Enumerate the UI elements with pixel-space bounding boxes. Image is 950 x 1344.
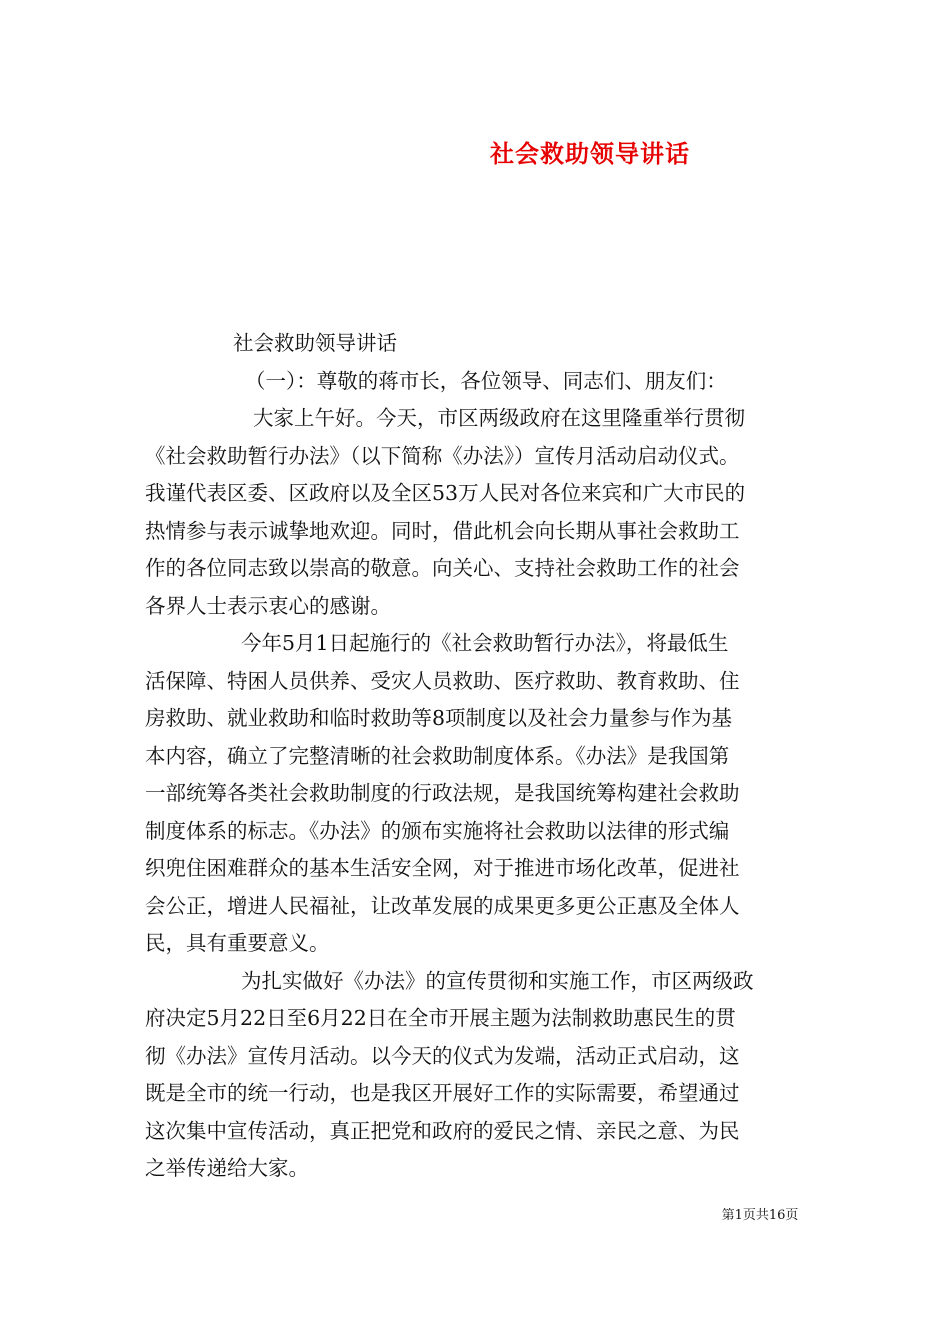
paragraph-line: 一部统筹各类社会救助制度的行政法规，是我国统筹构建社会救助 (145, 781, 740, 805)
paragraph-line: 我谨代表区委、区政府以及全区53万人民对各位来宾和广大市民的 (145, 481, 746, 505)
paragraph-line: 府决定5月22日至6月22日在全市开展主题为法制救助惠民生的贯 (145, 1006, 736, 1030)
paragraph-line: 房救助、就业救助和临时救助等8项制度以及社会力量参与作为基 (145, 706, 733, 730)
paragraph-line: 今年5月1日起施行的《社会救助暂行办法》，将最低生 (241, 631, 729, 655)
paragraph-1 (145, 400, 820, 625)
paragraph-3 (145, 963, 820, 1188)
paragraph-line: 热情参与表示诚挚地欢迎。同时，借此机会向长期从事社会救助工 (145, 518, 740, 543)
paragraph-line: 民，具有重要意义。 (145, 931, 330, 955)
paragraph-line: 会公正，增进人民福祉，让改革发展的成果更多更公正惠及全体人 (145, 893, 740, 918)
paragraph-line: 制度体系的标志。《办法》的颁布实施将社会救助以法律的形式编 (145, 818, 730, 843)
paragraph-line: 这次集中宣传活动，真正把党和政府的爱民之情、亲民之意、为民 (145, 1118, 740, 1143)
paragraph-line: 织兜住困难群众的基本生活安全网，对于推进市场化改革，促进社 (145, 856, 740, 880)
document-body (145, 325, 820, 1188)
paragraph-2 (145, 625, 820, 963)
paragraph-line: 本内容，确立了完整清晰的社会救助制度体系。《办法》是我国第 (145, 743, 730, 768)
paragraph-line: 为扎实做好《办法》的宣传贯彻和实施工作，市区两级政 (241, 968, 754, 993)
paragraph-line: 之举传递给大家。 (145, 1156, 309, 1180)
salutation: （一）：尊敬的蒋市长，各位领导、同志们、朋友们： (245, 368, 727, 393)
paragraph-line: 活保障、特困人员供养、受灾人员救助、医疗救助、教育救助、住 (145, 668, 740, 693)
paragraph-line: 作的各位同志致以崇高的敬意。向关心、支持社会救助工作的社会 (145, 556, 740, 580)
paragraph-line: 各界人士表示衷心的感谢。 (145, 593, 391, 618)
paragraph-line: 彻《办法》宣传月活动。以今天的仪式为发端，活动正式启动，这 (145, 1043, 740, 1068)
paragraph-line: 《社会救助暂行办法》（以下简称《办法》）宣传月活动启动仪式。 (145, 443, 740, 468)
page-number-footer: 第1页共16页 (721, 1208, 799, 1223)
paragraph-line: 既是全市的统一行动，也是我区开展好工作的实际需要，希望通过 (145, 1081, 740, 1105)
document-title: 社会救助领导讲话 (490, 139, 690, 168)
subtitle: 社会救助领导讲话 (233, 331, 397, 355)
paragraph-line: 大家上午好。今天，市区两级政府在这里隆重举行贯彻 (253, 406, 745, 430)
